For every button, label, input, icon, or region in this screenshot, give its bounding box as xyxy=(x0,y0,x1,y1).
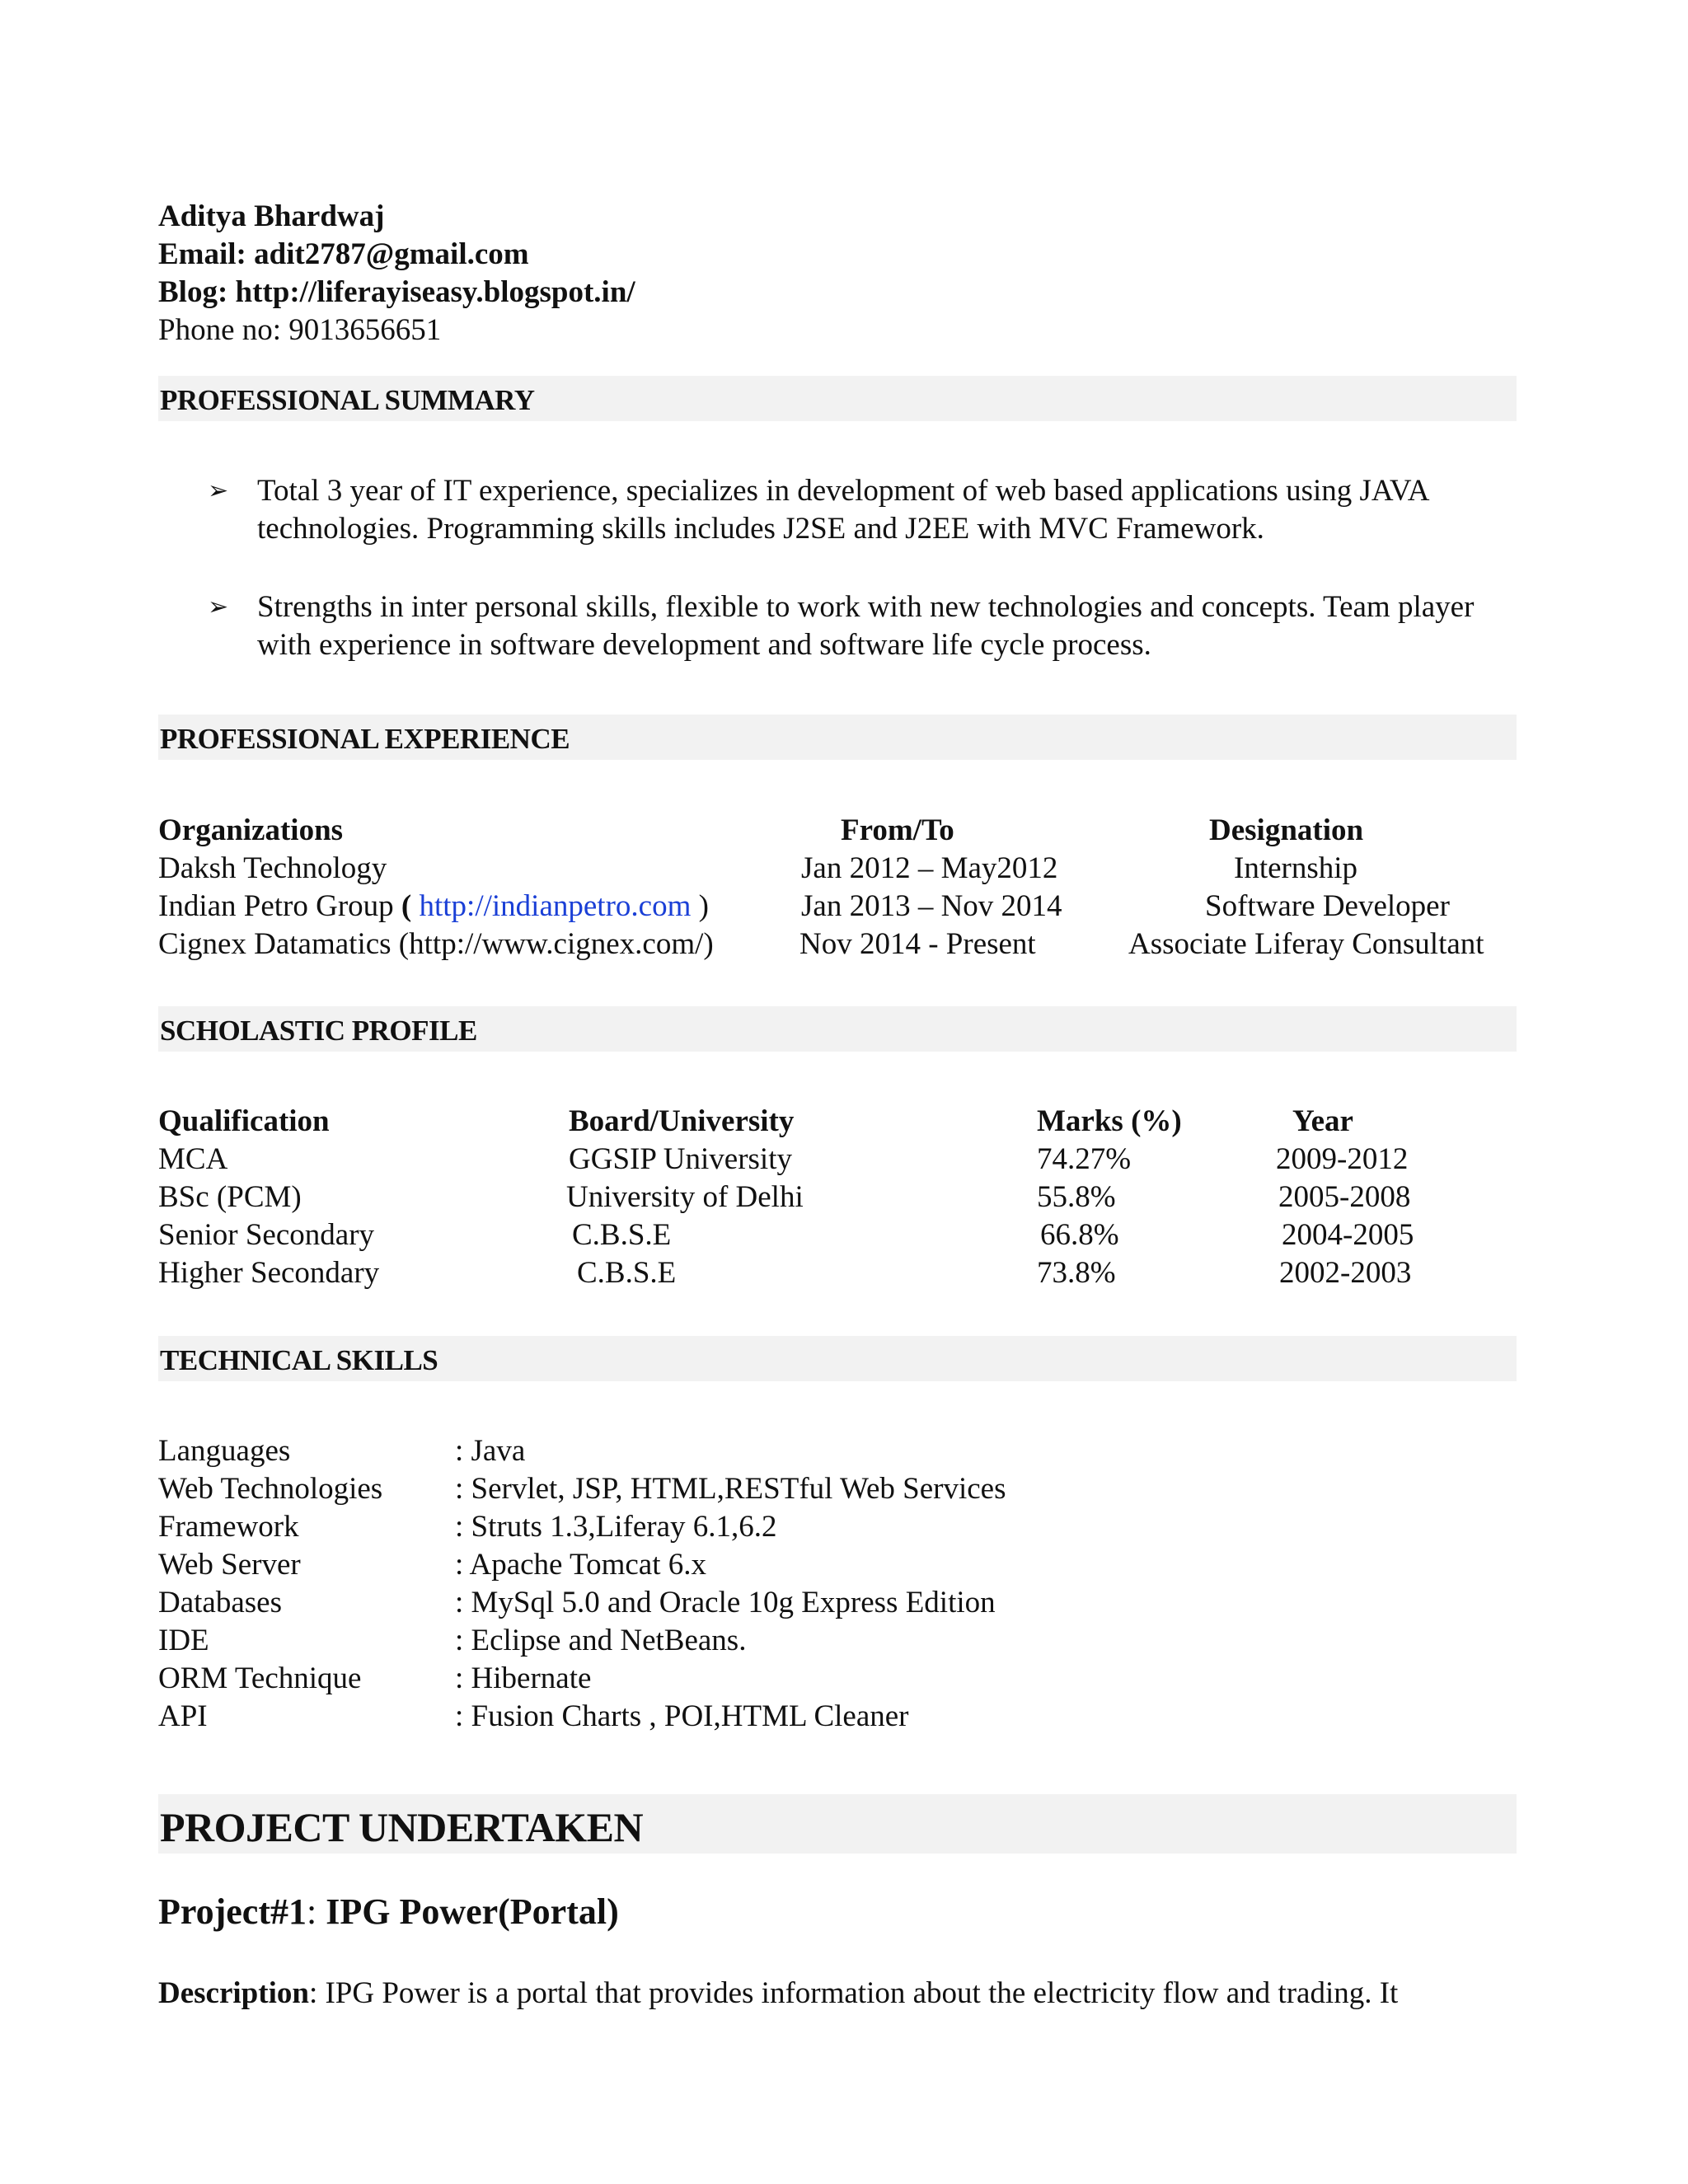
experience-organization: Cignex Datamatics (http://www.cignex.com/) xyxy=(158,927,714,961)
scholastic-row xyxy=(158,1141,1518,1179)
paren-close: ) xyxy=(691,889,709,923)
year: 2002-2003 xyxy=(1279,1256,1412,1290)
skill-label: Web Technologies xyxy=(158,1472,383,1506)
experience-organization: Daksh Technology xyxy=(158,851,387,885)
header-board: Board/University xyxy=(569,1104,795,1138)
header-designation: Designation xyxy=(1209,813,1364,847)
project-1-description xyxy=(158,1975,1398,2013)
skill-value: : MySql 5.0 and Oracle 10g Express Edition xyxy=(455,1586,996,1619)
header-qualification: Qualification xyxy=(158,1104,330,1138)
skill-row xyxy=(158,1508,1518,1546)
experience-organization xyxy=(158,888,709,926)
scholastic-row xyxy=(158,1254,1518,1292)
section-professional-experience: PROFESSIONAL EXPERIENCE xyxy=(158,715,1517,760)
marks: 73.8% xyxy=(1037,1256,1116,1290)
skill-value: : Apache Tomcat 6.x xyxy=(455,1548,706,1582)
experience-row xyxy=(158,850,1518,888)
skill-label: Framework xyxy=(158,1510,299,1544)
year: 2004-2005 xyxy=(1282,1218,1414,1252)
qualification: Senior Secondary xyxy=(158,1218,375,1252)
header-year: Year xyxy=(1292,1104,1353,1138)
marks: 66.8% xyxy=(1040,1218,1119,1252)
skill-value: : Java xyxy=(455,1434,526,1468)
header-organizations: Organizations xyxy=(158,813,344,847)
board-university: C.B.S.E xyxy=(572,1218,672,1252)
section-project-undertaken: PROJECT UNDERTAKEN xyxy=(158,1794,1517,1854)
summary-bullet-text: Total 3 year of IT experience, specializes in development of web based applications using JAVA technologies. Programming skills includes J2SE and J2EE with MVC Framework. xyxy=(257,474,1428,546)
description-text: : IPG Power is a portal that provides information about the electricity flow and trading. It xyxy=(308,1976,1399,2010)
section-scholastic-profile: SCHOLASTIC PROFILE xyxy=(158,1006,1517,1052)
arrow-bullet-icon: ➢ xyxy=(208,476,229,505)
skill-row xyxy=(158,1584,1518,1622)
project-separator: : xyxy=(306,1891,326,1932)
skill-value: : Eclipse and NetBeans. xyxy=(455,1624,747,1657)
board-university: GGSIP University xyxy=(569,1142,792,1176)
description-label: Description xyxy=(158,1976,309,2010)
marks: 55.8% xyxy=(1037,1180,1116,1214)
contact-block xyxy=(158,198,635,349)
header-marks: Marks (%) xyxy=(1037,1104,1182,1138)
marks: 74.27% xyxy=(1037,1142,1132,1176)
indianpetro-link[interactable]: http://indianpetro.com xyxy=(419,889,692,923)
summary-bullet-text: Strengths in inter personal skills, flexible to work with new technologies and concepts. Team player with experience in software development and software life cycle process. xyxy=(257,590,1475,662)
experience-dates: Jan 2013 – Nov 2014 xyxy=(801,889,1062,923)
experience-designation: Internship xyxy=(1234,851,1358,885)
project-1-heading xyxy=(158,1889,619,1935)
summary-bullet-2 xyxy=(208,588,1493,664)
experience-row xyxy=(158,926,1518,963)
skill-value: : Struts 1.3,Liferay 6.1,6.2 xyxy=(455,1510,777,1544)
skill-label: Languages xyxy=(158,1434,291,1468)
skill-value: : Servlet, JSP, HTML,RESTful Web Services xyxy=(455,1472,1006,1506)
skill-row xyxy=(158,1660,1518,1698)
arrow-bullet-icon: ➢ xyxy=(208,593,229,621)
scholastic-header-row xyxy=(158,1103,1518,1141)
qualification: Higher Secondary xyxy=(158,1256,380,1290)
section-professional-summary: PROFESSIONAL SUMMARY xyxy=(158,376,1517,421)
board-university: C.B.S.E xyxy=(577,1256,677,1290)
skill-label: API xyxy=(158,1699,208,1733)
experience-dates: Jan 2012 – May2012 xyxy=(801,851,1058,885)
experience-dates: Nov 2014 - Present xyxy=(799,927,1036,961)
header-from-to: From/To xyxy=(841,813,954,847)
experience-header-row xyxy=(158,812,1518,850)
skill-label: Databases xyxy=(158,1586,282,1619)
year: 2005-2008 xyxy=(1278,1180,1411,1214)
project-number: Project#1 xyxy=(158,1891,307,1932)
candidate-name: Aditya Bhardwaj xyxy=(158,199,385,233)
contact-blog: Blog: http://liferayiseasy.blogspot.in/ xyxy=(158,275,635,309)
organization-name: Indian Petro Group xyxy=(158,889,401,923)
skill-row xyxy=(158,1698,1518,1736)
skill-row xyxy=(158,1546,1518,1584)
project-name: IPG Power(Portal) xyxy=(326,1891,619,1932)
qualification: MCA xyxy=(158,1142,228,1176)
experience-designation: Associate Liferay Consultant xyxy=(1128,927,1484,961)
skill-label: ORM Technique xyxy=(158,1661,362,1695)
qualification: BSc (PCM) xyxy=(158,1180,302,1214)
skill-value: : Fusion Charts , POI,HTML Cleaner xyxy=(455,1699,909,1733)
skill-row xyxy=(158,1432,1518,1470)
section-technical-skills: TECHNICAL SKILLS xyxy=(158,1336,1517,1381)
skill-value: : Hibernate xyxy=(455,1661,592,1695)
experience-designation: Software Developer xyxy=(1205,889,1450,923)
skill-row xyxy=(158,1622,1518,1660)
scholastic-row xyxy=(158,1179,1518,1216)
contact-phone: Phone no: 9013656651 xyxy=(158,313,442,347)
contact-email: Email: adit2787@gmail.com xyxy=(158,237,529,271)
scholastic-row xyxy=(158,1216,1518,1254)
paren-open: ( xyxy=(401,889,420,923)
skill-row xyxy=(158,1470,1518,1508)
summary-bullet-1 xyxy=(208,472,1493,548)
skill-label: IDE xyxy=(158,1624,209,1657)
experience-row xyxy=(158,888,1518,926)
year: 2009-2012 xyxy=(1276,1142,1409,1176)
skill-label: Web Server xyxy=(158,1548,301,1582)
board-university: University of Delhi xyxy=(566,1180,804,1214)
